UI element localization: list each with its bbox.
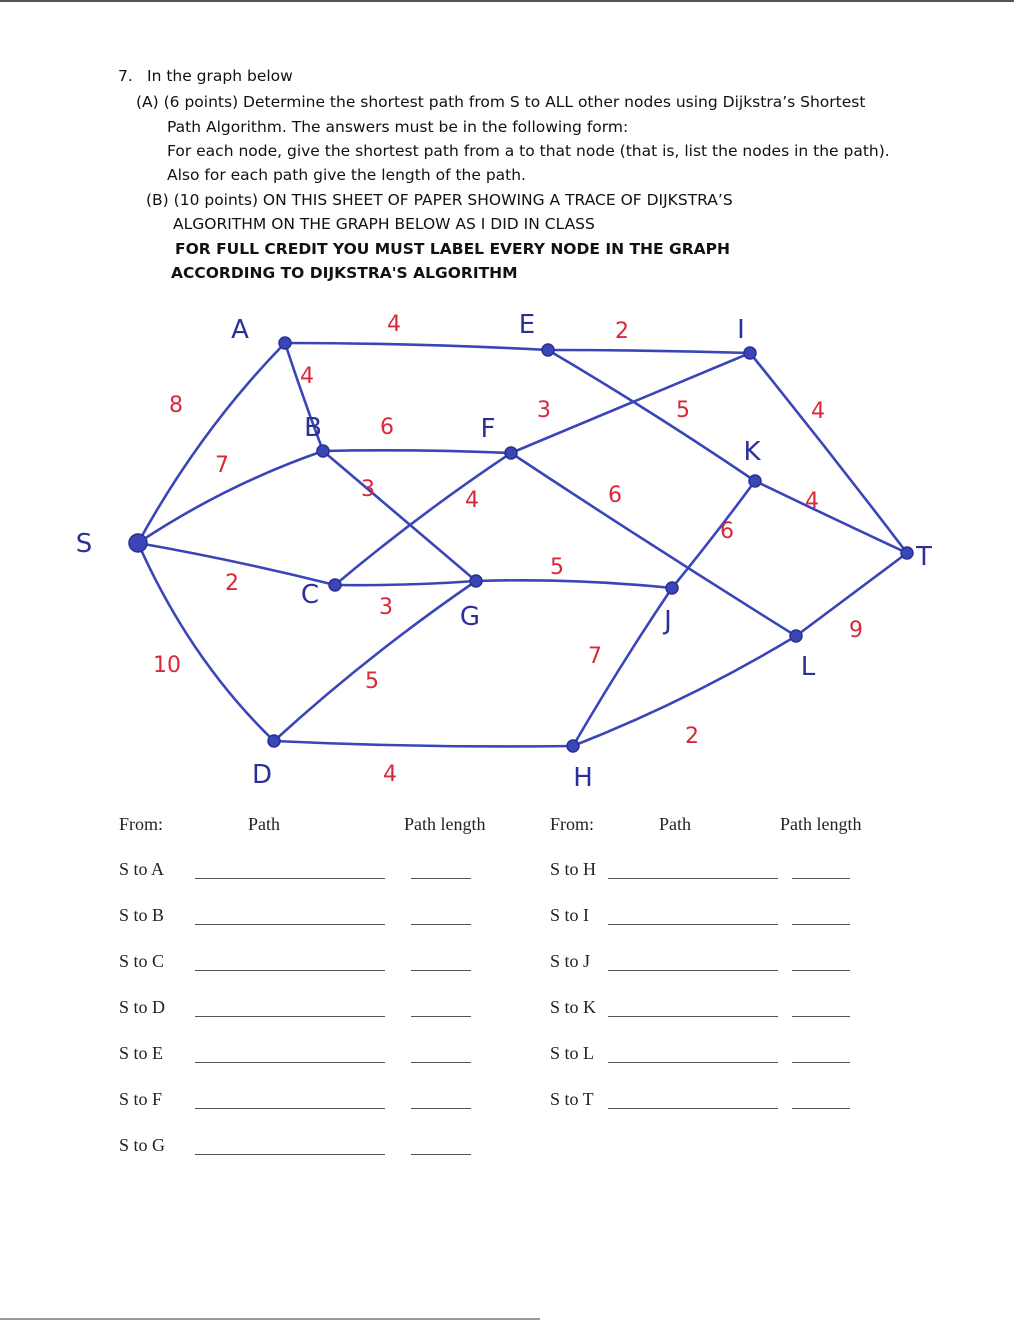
- row-s-to-e-path-blank[interactable]: [195, 1062, 385, 1063]
- weight-g-j: 5: [550, 555, 564, 580]
- weight-c-f: 4: [465, 488, 479, 513]
- weight-h-j: 7: [588, 644, 602, 669]
- row-s-to-e-length-blank[interactable]: [411, 1062, 471, 1063]
- header-length-right: Path length: [780, 814, 862, 834]
- node-s: [129, 534, 147, 552]
- row-s-to-g-length-blank[interactable]: [411, 1154, 471, 1155]
- row-s-to-l-label: S to L: [550, 1043, 595, 1063]
- row-s-to-j-label: S to J: [550, 951, 591, 971]
- weight-j-k: 6: [720, 519, 734, 544]
- node-e: [542, 344, 554, 356]
- weight-s-d: 10: [153, 653, 181, 678]
- edge-j-k: [672, 481, 755, 588]
- row-s-to-c-path-blank[interactable]: [195, 970, 385, 971]
- row-s-to-a-length-blank[interactable]: [411, 878, 471, 879]
- weight-a-b: 4: [300, 364, 314, 389]
- row-s-to-c-label: S to C: [119, 951, 165, 971]
- node-label-h: H: [573, 763, 593, 790]
- node-t: [901, 547, 913, 559]
- row-s-to-b-label: S to B: [119, 905, 165, 925]
- bottom-rule: [0, 1318, 540, 1320]
- node-label-s: S: [75, 529, 93, 559]
- edge-e-k: [548, 350, 755, 481]
- dijkstra-graph: [0, 290, 1014, 790]
- node-label-i: I: [737, 315, 745, 345]
- row-s-to-k-length-blank[interactable]: [792, 1016, 850, 1017]
- node-l: [790, 630, 802, 642]
- row-s-to-g-label: S to G: [119, 1135, 166, 1155]
- row-s-to-l-length-blank[interactable]: [792, 1062, 850, 1063]
- row-s-to-f-length-blank[interactable]: [411, 1108, 471, 1109]
- edge-c-f: [335, 453, 511, 585]
- edge-k-t: [755, 481, 907, 553]
- weight-a-e: 4: [387, 312, 401, 337]
- graph-nodes: [129, 337, 913, 752]
- row-s-to-d-path-blank[interactable]: [195, 1016, 385, 1017]
- node-label-l: L: [800, 652, 816, 682]
- part-a-line-4: Also for each path give the length of the path.: [167, 166, 526, 184]
- weight-i-t: 4: [811, 399, 825, 424]
- edge-d-h: [274, 741, 573, 746]
- header-from-left: From:: [119, 814, 164, 834]
- top-rule: [0, 0, 1014, 2]
- node-label-f: F: [480, 414, 496, 444]
- node-label-a: A: [231, 315, 249, 345]
- row-s-to-j-path-blank[interactable]: [608, 970, 778, 971]
- question-intro: In the graph below: [147, 67, 293, 85]
- row-s-to-b-path-blank[interactable]: [195, 924, 385, 925]
- row-s-to-h-label: S to H: [550, 859, 597, 879]
- row-s-to-t-path-blank[interactable]: [608, 1108, 778, 1109]
- node-label-t: T: [916, 542, 932, 572]
- weight-d-h: 4: [383, 762, 397, 787]
- row-s-to-c-length-blank[interactable]: [411, 970, 471, 971]
- row-s-to-h-path-blank[interactable]: [608, 878, 778, 879]
- graph-edge-weights: [153, 312, 863, 787]
- edge-i-t: [750, 353, 907, 553]
- weight-f-i: 3: [537, 398, 551, 423]
- node-label-e: E: [518, 310, 536, 340]
- edge-s-d: [138, 543, 274, 741]
- weight-d-g: 5: [365, 669, 379, 694]
- edge-s-a: [138, 343, 285, 543]
- weight-s-c: 2: [225, 571, 239, 596]
- question-number: 7.: [118, 67, 133, 85]
- header-path-left: Path: [248, 814, 281, 834]
- weight-l-t: 9: [849, 618, 863, 643]
- weight-e-k: 5: [676, 398, 690, 423]
- node-label-k: K: [743, 437, 761, 467]
- edge-e-i: [548, 350, 750, 353]
- header-from-right: From:: [550, 814, 595, 834]
- edge-a-e: [285, 343, 548, 350]
- row-s-to-h-length-blank[interactable]: [792, 878, 850, 879]
- graph-node-labels: [76, 310, 932, 790]
- node-b: [317, 445, 329, 457]
- weight-b-g: 3: [361, 477, 375, 502]
- row-s-to-t-length-blank[interactable]: [792, 1108, 850, 1109]
- node-h: [567, 740, 579, 752]
- part-b-line-2: ALGORITHM ON THE GRAPH BELOW AS I DID IN CLASS: [173, 215, 595, 233]
- node-label-c: C: [300, 580, 320, 610]
- part-a-line-2: Path Algorithm. The answers must be in the following form:: [167, 118, 629, 136]
- weight-c-g: 3: [379, 595, 393, 620]
- row-s-to-g-path-blank[interactable]: [195, 1154, 385, 1155]
- row-s-to-d-length-blank[interactable]: [411, 1016, 471, 1017]
- node-d: [268, 735, 280, 747]
- node-i: [744, 347, 756, 359]
- row-s-to-f-path-blank[interactable]: [195, 1108, 385, 1109]
- weight-s-a: 8: [169, 393, 183, 418]
- row-s-to-i-length-blank[interactable]: [792, 924, 850, 925]
- row-s-to-k-label: S to K: [550, 997, 597, 1017]
- node-label-b: B: [304, 413, 322, 443]
- node-a: [279, 337, 291, 349]
- part-a-line-3: For each node, give the shortest path from a to that node (that is, list the nodes in the path).: [167, 142, 890, 160]
- row-s-to-a-path-blank[interactable]: [195, 878, 385, 879]
- edge-c-g: [335, 581, 476, 585]
- row-s-to-l-path-blank[interactable]: [608, 1062, 778, 1063]
- weight-h-l: 2: [685, 724, 699, 749]
- row-s-to-k-path-blank[interactable]: [608, 1016, 778, 1017]
- node-label-j: J: [664, 606, 672, 636]
- weight-k-t: 4: [805, 489, 819, 514]
- row-s-to-i-path-blank[interactable]: [608, 924, 778, 925]
- node-j: [666, 582, 678, 594]
- weight-e-i: 2: [615, 319, 629, 344]
- part-a-line-1: (A) (6 points) Determine the shortest path from S to ALL other nodes using Dijkstra’s Shortest: [136, 93, 866, 111]
- node-g: [470, 575, 482, 587]
- header-path-right: Path: [659, 814, 692, 834]
- node-c: [329, 579, 341, 591]
- graph-edges: [138, 343, 907, 746]
- row-s-to-a-label: S to A: [119, 859, 165, 879]
- row-s-to-f-label: S to F: [119, 1089, 163, 1109]
- node-label-g: G: [459, 602, 481, 632]
- weight-f-l: 6: [608, 483, 622, 508]
- header-length-left: Path length: [404, 814, 486, 834]
- weight-s-b: 7: [215, 453, 229, 478]
- row-s-to-i-label: S to I: [550, 905, 590, 925]
- part-b-bold-line-2: ACCORDING TO DIJKSTRA'S ALGORITHM: [171, 264, 518, 282]
- node-label-d: D: [251, 760, 273, 790]
- part-b-bold-line-1: FOR FULL CREDIT YOU MUST LABEL EVERY NODE IN THE GRAPH: [175, 240, 730, 258]
- edge-g-j: [476, 580, 672, 588]
- weight-b-f: 6: [380, 415, 394, 440]
- edge-b-g: [323, 451, 476, 581]
- row-s-to-b-length-blank[interactable]: [411, 924, 471, 925]
- edge-b-f: [323, 450, 511, 453]
- node-f: [505, 447, 517, 459]
- row-s-to-t-label: S to T: [550, 1089, 594, 1109]
- row-s-to-j-length-blank[interactable]: [792, 970, 850, 971]
- node-k: [749, 475, 761, 487]
- part-b-line-1: (B) (10 points) ON THIS SHEET OF PAPER SHOWING A TRACE OF DIJKSTRA’S: [146, 191, 733, 209]
- row-s-to-e-label: S to E: [119, 1043, 164, 1063]
- row-s-to-d-label: S to D: [119, 997, 166, 1017]
